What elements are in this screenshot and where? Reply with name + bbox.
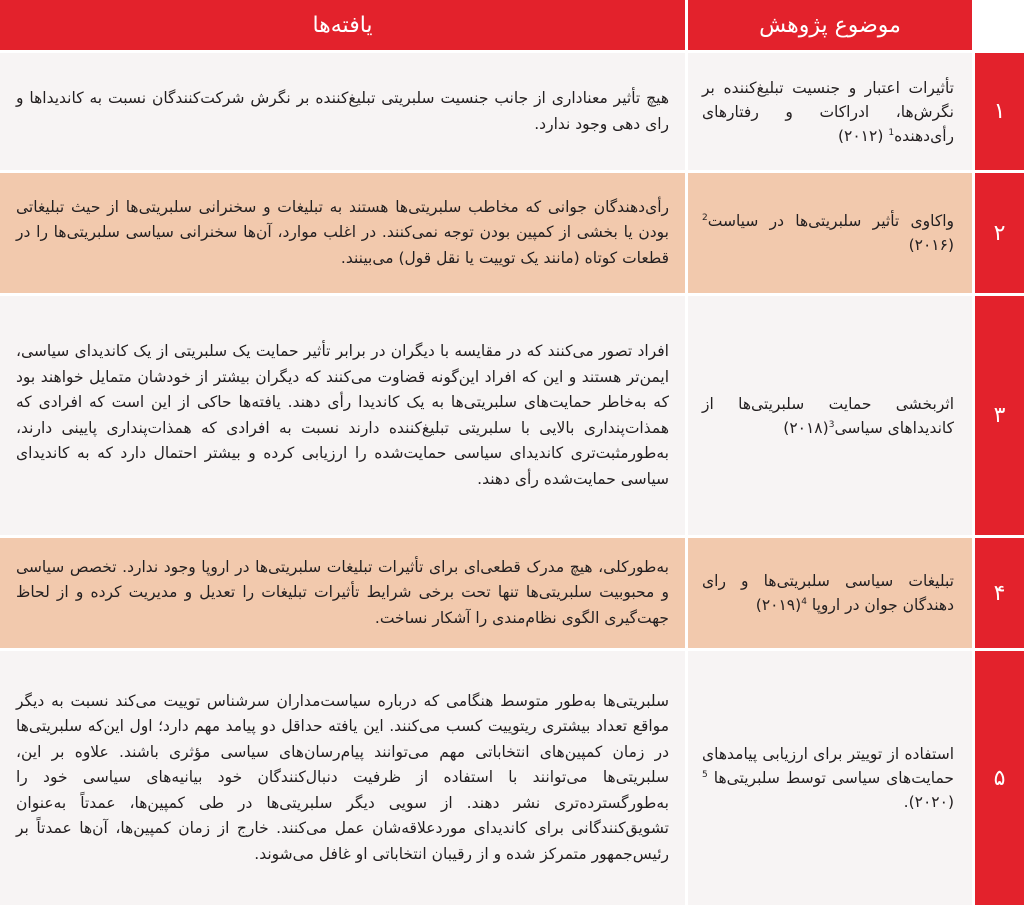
topic-year: (۲۰۱۲) — [837, 126, 884, 145]
topic-year: (۲۰۲۰). — [903, 793, 954, 811]
topic-cell — [688, 651, 972, 905]
topic-year: (۲۰۱۸) — [783, 418, 829, 437]
reference-number: 5 — [702, 769, 708, 780]
topic-header: موضوع پژوهش — [688, 0, 972, 50]
topic-cell — [688, 538, 972, 648]
finding-text: رأی‌دهندگان جوانی که مخاطب سلبریتی‌ها هستند به تبلیغات و سخنرانی سلبریتی‌ها از حیث تبلیغاتی بودن یا بخشی از کمپین بودن توجه نمی‌کنند. در اغلب موارد، آن‌ها سخنرانی سیاسی سلبریتی‌ها را در قطعات کوتاه (مانند یک توییت یا نقل قول) می‌بینند. — [16, 197, 669, 267]
reference-number: 1 — [888, 127, 895, 138]
finding-cell — [0, 53, 685, 170]
finding-cell — [0, 296, 685, 535]
topic-cell — [688, 53, 972, 170]
reference-number: 4 — [801, 596, 807, 607]
topic-text: واکاوی تأثیر سلبریتی‌ها در سیاست$^2$ (۲۰۱۶) — [702, 212, 954, 254]
finding-text: سلبریتی‌ها به‌طور متوسط هنگامی که درباره سیاست‌مداران سرشناس توییت می‌کند نسبت به دیگر مواقع تعداد بیشتری ریتوییت کسب می‌کنند. این یافته حداقل دو پیامد مهم دارد؛ اول این‌که سلبریتی‌ها در زمان کمپین‌های انتخاباتی مهم می‌توانند پیام‌رسان‌های سیاسی مؤثری باشند. علاوه بر این، سلبریتی‌ها می‌توانند با استفاده از ظرفیت دنبال‌کنندگان خود بیانیه‌های سیاسی خود را به‌طورگسترده‌تری نشر دهند. از سویی دیگر سلبریتی‌ها در طی کمپین‌ها، عمدتاً به‌عنوان تشویق‌کنندگانی برای کاندیدای موردعلاقه‌شان عمل می‌کنند. خارج از زمان کمپین‌ها، آن‌ها عمدتاً بر رئیس‌جمهور متمرکز شده و از رقیبان انتخاباتی او غافل می‌شوند. — [16, 691, 669, 863]
topic-cell — [688, 173, 972, 293]
finding-cell — [0, 651, 685, 905]
finding-text: به‌طورکلی، هیچ مدرک قطعی‌ای برای تأثیرات تبلیغات سلبریتی‌ها در اروپا وجود ندارد. تخصص سیاسی و محبوبیت سلبریتی‌ها تنها تحت برخی شرایط تأثیرات تبلیغات را تعدیل و مدیریت کرده و از لحاظ جهت‌گیری الگوی نظام‌مندی را آشکار نساخت. — [16, 557, 669, 627]
reference-number: 3 — [828, 419, 835, 430]
row-number: ۴ — [975, 538, 1024, 648]
finding-cell — [0, 173, 685, 293]
reference-number: 2 — [702, 212, 708, 223]
topic-text: اثربخشی حمایت سلبریتی‌ها از کاندیداهای سیاسی$^3$(۲۰۱۸) — [702, 394, 954, 437]
row-number: ۳ — [975, 296, 1024, 535]
topic-text: استفاده از توییتر برای ارزیابی پیامدهای حمایت‌های سیاسی توسط سلبریتی‌ها $^5$ (۲۰۲۰). — [702, 745, 954, 811]
findings-header: یافته‌ها — [0, 0, 685, 50]
topic-cell — [688, 296, 972, 535]
finding-text: هیچ تأثیر معناداری از جانب جنسیت سلبریتی تبلیغ‌کننده بر نگرش شرکت‌کنندگان نسبت به کاندیداها و رای دهی وجود ندارد. — [16, 89, 669, 133]
topic-text: تبلیغات سیاسی سلبریتی‌ها و رای دهندگان جوان در اروپا $^4$(۲۰۱۹) — [702, 572, 954, 614]
finding-cell — [0, 538, 685, 648]
topic-text: تأثیرات اعتبار و جنسیت تبلیغ‌کننده بر نگرش‌ها، ادراکات و رفتارهای رأی‌دهنده$^1$ (۲۰۱۲) — [702, 78, 954, 145]
row-number: ۵ — [975, 651, 1024, 905]
row-number: ۱ — [975, 53, 1024, 170]
topic-year: (۲۰۱۶) — [908, 236, 954, 254]
topic-year: (۲۰۱۹) — [755, 596, 802, 614]
row-number: ۲ — [975, 173, 1024, 293]
finding-text: افراد تصور می‌کنند که در مقایسه با دیگران در برابر تأثیر حمایت یک سلبریتی از یک کاندیدای سیاسی، ایمن‌تر هستند و این که افراد این‌گونه قضاوت می‌کنند که دیگران بیشتر از خودشان متمایل خواهند بود که به‌خاطر حمایت‌های سلبریتی‌ها به یک کاندیدا رأی دهند. یافته‌ها حاکی از این است که افرادی که همذات‌پنداری بالایی با سلبریتی تبلیغ‌کننده دارند نسبت به افرادی که همذات‌پنداری پایینی دارند، به‌طورمثبت‌تری کاندیدای سیاسی حمایت‌شده را ارزیابی کرده و بیشتر احتمال دارد که به کاندیدای سیاسی حمایت‌شده رأی دهند. — [16, 342, 669, 488]
